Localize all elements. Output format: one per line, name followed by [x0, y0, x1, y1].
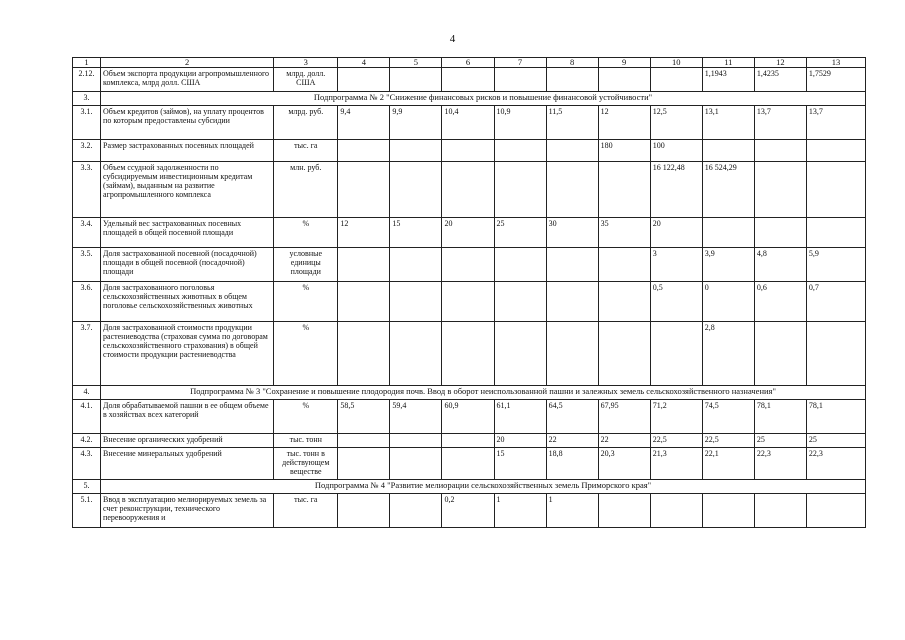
row-number: 4.2.: [73, 434, 101, 448]
row-number: 3.5.: [73, 248, 101, 282]
unit-cell: тыс. га: [274, 494, 338, 528]
value-cell: [442, 282, 494, 322]
value-cell: 0: [702, 282, 754, 322]
unit-cell: млн. руб.: [274, 162, 338, 218]
header-cell: 3: [274, 58, 338, 68]
unit-cell: условные единицы площади: [274, 248, 338, 282]
unit-cell: млрд. руб.: [274, 106, 338, 140]
value-cell: 22: [598, 434, 650, 448]
value-cell: [598, 322, 650, 386]
row-number: 3.2.: [73, 140, 101, 162]
row-number: 4.3.: [73, 448, 101, 480]
value-cell: 22,1: [702, 448, 754, 480]
value-cell: 22,3: [806, 448, 865, 480]
value-cell: 1,4235: [754, 68, 806, 92]
value-cell: 71,2: [650, 400, 702, 434]
row-number: 5.: [73, 480, 101, 494]
page-number: 4: [449, 33, 456, 45]
value-cell: [650, 322, 702, 386]
row-number: 2.12.: [73, 68, 101, 92]
value-cell: [546, 322, 598, 386]
table-row: [73, 248, 866, 282]
value-cell: [442, 68, 494, 92]
value-cell: [442, 434, 494, 448]
table-row: [73, 400, 866, 434]
value-cell: 16 524,29: [702, 162, 754, 218]
header-cell: 12: [754, 58, 806, 68]
value-cell: 13,7: [806, 106, 865, 140]
unit-cell: %: [274, 282, 338, 322]
value-cell: 4,8: [754, 248, 806, 282]
value-cell: [442, 322, 494, 386]
value-cell: [546, 248, 598, 282]
value-cell: 20: [650, 218, 702, 248]
value-cell: [338, 448, 390, 480]
indicator-name: Внесение органических удобрений: [101, 434, 274, 448]
value-cell: 30: [546, 218, 598, 248]
subprogram-row: [73, 92, 866, 106]
value-cell: [806, 494, 865, 528]
table-row: [73, 322, 866, 386]
value-cell: [338, 68, 390, 92]
value-cell: 10,4: [442, 106, 494, 140]
value-cell: 1,1943: [702, 68, 754, 92]
unit-cell: %: [274, 400, 338, 434]
value-cell: [494, 322, 546, 386]
value-cell: 20: [494, 434, 546, 448]
value-cell: [390, 448, 442, 480]
table-row: [73, 140, 866, 162]
value-cell: [442, 140, 494, 162]
indicator-name: Доля застрахованной посевной (посадочной) площади в общей посевной (посадочной) площади: [101, 248, 274, 282]
unit-cell: %: [274, 322, 338, 386]
value-cell: 67,95: [598, 400, 650, 434]
value-cell: 22,3: [754, 448, 806, 480]
value-cell: [338, 434, 390, 448]
header-row: [73, 58, 866, 68]
value-cell: [702, 218, 754, 248]
header-cell: 5: [390, 58, 442, 68]
table-row: [73, 434, 866, 448]
value-cell: 1,7529: [806, 68, 865, 92]
value-cell: [442, 162, 494, 218]
value-cell: [338, 162, 390, 218]
value-cell: [338, 282, 390, 322]
value-cell: [338, 140, 390, 162]
value-cell: [494, 140, 546, 162]
value-cell: [546, 68, 598, 92]
value-cell: 15: [390, 218, 442, 248]
value-cell: [390, 140, 442, 162]
row-number: 3.4.: [73, 218, 101, 248]
header-cell: 10: [650, 58, 702, 68]
value-cell: [702, 140, 754, 162]
value-cell: 9,9: [390, 106, 442, 140]
value-cell: [598, 68, 650, 92]
row-number: 3.1.: [73, 106, 101, 140]
value-cell: [598, 494, 650, 528]
indicator-name: Объем кредитов (займов), на уплату процентов по которым предоставлены субсидии: [101, 106, 274, 140]
value-cell: 180: [598, 140, 650, 162]
unit-cell: тыс. га: [274, 140, 338, 162]
value-cell: [442, 448, 494, 480]
value-cell: [598, 248, 650, 282]
indicator-name: Удельный вес застрахованных посевных площадей в общей посевной площади: [101, 218, 274, 248]
row-number: 3.7.: [73, 322, 101, 386]
indicator-name: Ввод в эксплуатацию мелиорируемых земель за счет реконструкции, технического перевооружения и: [101, 494, 274, 528]
indicator-name: Доля застрахованной стоимости продукции растениеводства (страховая сумма по договорам сельскохозяйственного страхования) в общей стоимости продукции растениеводства: [101, 322, 274, 386]
table-row: [73, 218, 866, 248]
value-cell: [598, 162, 650, 218]
row-number: 4.: [73, 386, 101, 400]
indicator-name: Доля обрабатываемой пашни в ее общем объеме в хозяйствах всех категорий: [101, 400, 274, 434]
value-cell: 22,5: [650, 434, 702, 448]
value-cell: 0,7: [806, 282, 865, 322]
value-cell: 10,9: [494, 106, 546, 140]
value-cell: 25: [806, 434, 865, 448]
header-cell: 9: [598, 58, 650, 68]
value-cell: [338, 494, 390, 528]
value-cell: 100: [650, 140, 702, 162]
value-cell: 16 122,48: [650, 162, 702, 218]
header-cell: 1: [73, 58, 101, 68]
value-cell: 12: [338, 218, 390, 248]
value-cell: [806, 162, 865, 218]
value-cell: 35: [598, 218, 650, 248]
value-cell: 78,1: [754, 400, 806, 434]
indicator-name: Объем экспорта продукции агропромышленного комплекса, млрд долл. США: [101, 68, 274, 92]
indicator-name: Внесение минеральных удобрений: [101, 448, 274, 480]
value-cell: 18,8: [546, 448, 598, 480]
value-cell: [390, 322, 442, 386]
value-cell: 58,5: [338, 400, 390, 434]
value-cell: 5,9: [806, 248, 865, 282]
value-cell: [754, 322, 806, 386]
value-cell: [390, 248, 442, 282]
value-cell: 12: [598, 106, 650, 140]
subprogram-title: Подпрограмма № 4 "Развитие мелиорации сельскохозяйственных земель Приморского края": [101, 480, 866, 494]
unit-cell: тыс. тонн: [274, 434, 338, 448]
table-row: [73, 282, 866, 322]
row-number: 3.6.: [73, 282, 101, 322]
value-cell: [650, 494, 702, 528]
value-cell: [702, 494, 754, 528]
value-cell: 13,1: [702, 106, 754, 140]
indicator-name: Объем ссудной задолженности по субсидируемым инвестиционным кредитам (займам), выданным на развитие агропромышленного комплекса: [101, 162, 274, 218]
value-cell: 15: [494, 448, 546, 480]
value-cell: 3,9: [702, 248, 754, 282]
value-cell: [390, 162, 442, 218]
value-cell: [806, 322, 865, 386]
header-cell: 13: [806, 58, 865, 68]
unit-cell: %: [274, 218, 338, 248]
value-cell: 78,1: [806, 400, 865, 434]
value-cell: 1: [494, 494, 546, 528]
value-cell: 0,5: [650, 282, 702, 322]
value-cell: [546, 282, 598, 322]
value-cell: 9,4: [338, 106, 390, 140]
row-number: 3.: [73, 92, 101, 106]
value-cell: 2,8: [702, 322, 754, 386]
value-cell: [338, 322, 390, 386]
value-cell: [338, 248, 390, 282]
header-cell: 6: [442, 58, 494, 68]
value-cell: 59,4: [390, 400, 442, 434]
table-row: [73, 448, 866, 480]
value-cell: 0,2: [442, 494, 494, 528]
value-cell: [494, 282, 546, 322]
value-cell: 25: [494, 218, 546, 248]
table-row: [73, 162, 866, 218]
value-cell: 1: [546, 494, 598, 528]
value-cell: 12,5: [650, 106, 702, 140]
value-cell: [806, 218, 865, 248]
value-cell: 21,3: [650, 448, 702, 480]
value-cell: [494, 162, 546, 218]
value-cell: [494, 248, 546, 282]
value-cell: 60,9: [442, 400, 494, 434]
unit-cell: тыс. тонн в действующем веществе: [274, 448, 338, 480]
value-cell: 22,5: [702, 434, 754, 448]
value-cell: 25: [754, 434, 806, 448]
value-cell: [598, 282, 650, 322]
indicator-name: Доля застрахованного поголовья сельскохозяйственных животных в общем поголовье сельскохозяйственных животных: [101, 282, 274, 322]
row-number: 5.1.: [73, 494, 101, 528]
indicator-name: Размер застрахованных посевных площадей: [101, 140, 274, 162]
value-cell: [546, 162, 598, 218]
value-cell: [390, 434, 442, 448]
value-cell: [650, 68, 702, 92]
value-cell: 11,5: [546, 106, 598, 140]
value-cell: 20: [442, 218, 494, 248]
row-number: 4.1.: [73, 400, 101, 434]
value-cell: [754, 162, 806, 218]
subprogram-row: [73, 386, 866, 400]
value-cell: [390, 494, 442, 528]
value-cell: 13,7: [754, 106, 806, 140]
row-number: 3.3.: [73, 162, 101, 218]
value-cell: 20,3: [598, 448, 650, 480]
header-cell: 8: [546, 58, 598, 68]
value-cell: [806, 140, 865, 162]
value-cell: [494, 68, 546, 92]
value-cell: [754, 218, 806, 248]
header-cell: 7: [494, 58, 546, 68]
subprogram-row: [73, 480, 866, 494]
value-cell: 22: [546, 434, 598, 448]
value-cell: 74,5: [702, 400, 754, 434]
subprogram-title: Подпрограмма № 2 "Снижение финансовых рисков и повышение финансовой устойчивости": [101, 92, 866, 106]
value-cell: [754, 140, 806, 162]
value-cell: 61,1: [494, 400, 546, 434]
header-cell: 2: [101, 58, 274, 68]
value-cell: [442, 248, 494, 282]
value-cell: [390, 282, 442, 322]
unit-cell: млрд. долл. США: [274, 68, 338, 92]
value-cell: 0,6: [754, 282, 806, 322]
table-row: [73, 494, 866, 528]
table-row: [73, 68, 866, 92]
subprogram-title: Подпрограмма № 3 "Сохранение и повышение плодородия почв. Ввод в оборот неиспользованной пашни и залежных земель сельскохозяйственного назначения": [101, 386, 866, 400]
indicators-table: [72, 57, 866, 528]
value-cell: [390, 68, 442, 92]
header-cell: 4: [338, 58, 390, 68]
table-row: [73, 106, 866, 140]
value-cell: [546, 140, 598, 162]
value-cell: [754, 494, 806, 528]
header-cell: 11: [702, 58, 754, 68]
value-cell: 64,5: [546, 400, 598, 434]
value-cell: 3: [650, 248, 702, 282]
